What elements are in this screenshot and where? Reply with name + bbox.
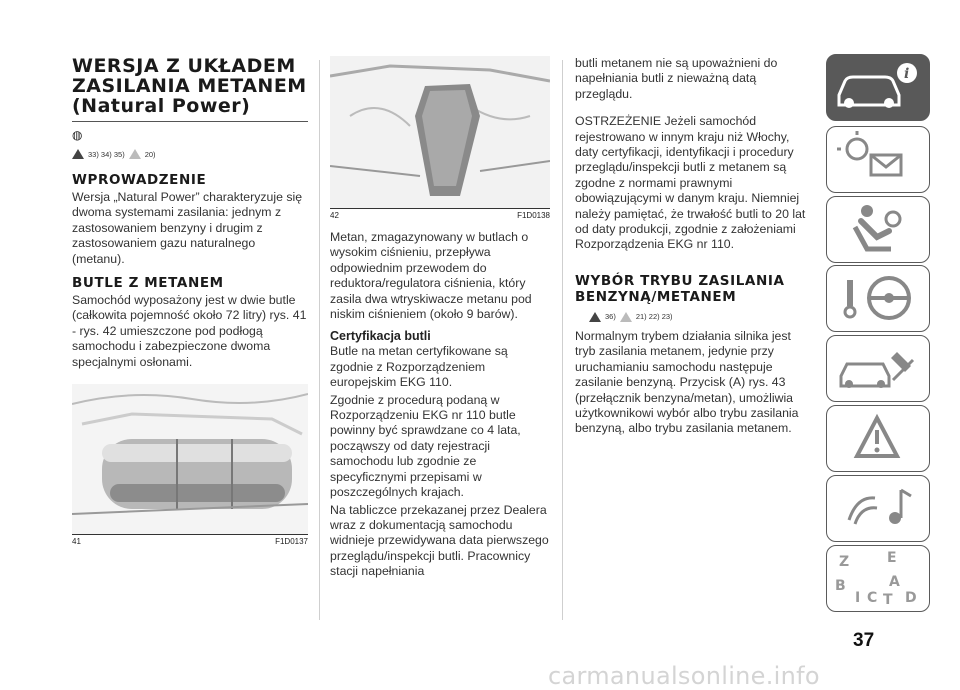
index-letters-icon[interactable]	[826, 545, 930, 612]
paragraph-cert-3: Na tabliczce przekazanej przez Dealera wraz z dokumentacją samochodu widnieje przewidywana data pierwszego przeglądu/inspekcji butli. Pracownicy stacji napełniania	[330, 502, 549, 579]
figure-41-caption	[72, 537, 308, 546]
title-rule	[72, 121, 308, 122]
svg-text:D: D	[905, 590, 917, 606]
caution-refs: 21) 22) 23)	[635, 312, 673, 322]
paragraph-metan: Metan, zmagazynowany w butlach o wysokim ciśnieniu, przepływa odpowiednim przewodem do reduktora/regulatora ciśnienia, który zasila dwa wtryskiwacze metanu pod niskim ciśnieniem (około 9 barów).	[330, 230, 532, 322]
caution-triangle-icon	[620, 312, 632, 322]
paragraph-cert-2: Zgodnie z procedurą podaną w Rozporządzeniu EKG nr 110 butle powinny być sprawdzane co 4 lata, począwszy od daty rejestracji samochodu lub zgodnie ze specyficznymi przepisami w poszczególnych krajach.	[330, 392, 521, 500]
caution-triangle-icon	[129, 149, 141, 159]
reference-markers	[72, 146, 308, 162]
caution-refs: 20)	[144, 149, 156, 159]
car-service-icon[interactable]	[826, 335, 930, 402]
airbag-seat-icon[interactable]	[826, 196, 930, 263]
paragraph-continuation: butli metanem nie są upoważnieni do napełniania butli z nieważną datą przeglądu.	[575, 56, 778, 101]
heading-wprowadzenie: WPROWADZENIE	[72, 172, 207, 188]
page-number: 37	[853, 630, 875, 651]
warning-triangle-icon	[72, 149, 84, 159]
svg-text:T: T	[883, 592, 893, 608]
figure-41-number: 41	[72, 537, 81, 547]
figure-41-image	[72, 384, 308, 534]
warning-lights-icon[interactable]	[826, 126, 930, 193]
figure-42-image	[330, 56, 550, 208]
svg-text:Z: Z	[839, 554, 850, 570]
paragraph-warning: OSTRZEŻENIE Jeżeli samochód rejestrowano w innym kraju niż Włochy, daty certyfikacji, identyfikacji i procedury przeglądu/inspekcji butli z metanem są zgodne z normami prawnymi obowiązującymi w danym kraju. Niemniej należy pamiętać, że trwałość butli to 20 lat od daty produkcji, zgodnie z założeniami Rozporządzenia EKG nr 110.	[575, 114, 806, 252]
car-info-icon[interactable]	[826, 54, 930, 121]
figure-42-number: 42	[330, 211, 339, 220]
left-column	[72, 0, 308, 546]
multimedia-icon[interactable]	[826, 475, 930, 542]
figure-41-code: F1D0137	[275, 537, 308, 547]
svg-text:C: C	[867, 590, 878, 606]
middle-column	[330, 0, 550, 582]
figure-42-code: F1D0138	[517, 211, 550, 220]
heading-wybor-trybu: WYBÓR TRYBU ZASILANIA BENZYNĄ/METANEM	[575, 272, 785, 305]
cng-badge-icon: ◍	[72, 128, 83, 142]
warning-refs: 33) 34) 35)	[88, 149, 125, 159]
warning-triangle-tab-icon[interactable]	[826, 405, 930, 472]
column-divider	[562, 60, 563, 620]
figure-42-caption	[330, 211, 550, 220]
svg-text:A: A	[889, 574, 900, 590]
reference-markers	[589, 309, 813, 325]
steering-wheel-icon[interactable]	[826, 265, 930, 332]
watermark: carmanualsonline.info	[548, 662, 820, 690]
heading-butle: BUTLE Z METANEM	[72, 275, 224, 292]
warning-refs: 36)	[605, 312, 616, 322]
svg-text:B: B	[835, 578, 846, 594]
svg-text:I: I	[855, 590, 861, 606]
right-column	[575, 0, 813, 439]
heading-certyfikacja: Certyfikacja butli	[330, 329, 431, 344]
figure-42-rule	[330, 208, 550, 209]
column-divider	[319, 60, 320, 620]
svg-text:E: E	[887, 550, 897, 566]
paragraph-mode: Normalnym trybem działania silnika jest tryb zasilania metanem, jedynie przy uruchamianiu samochodu następuje zasilanie benzyną. Przycisk (A) rys. 43 (przełącznik benzyna/metan), umożliwia użytkownikowi wybór albo trybu zasilania benzyną, albo trybu zasilania metanem.	[575, 328, 799, 436]
warning-triangle-icon	[589, 312, 601, 322]
section-title: WERSJA Z UKŁADEM ZASILANIA METANEM (Natural Power)	[72, 55, 307, 117]
paragraph-intro: Wersja „Natural Power” charakteryzuje się dwoma systemami zasilania: jednym z zastosowaniem benzyny i drugim z zastosowaniem gazu naturalnego (metanu).	[72, 190, 303, 266]
figure-41-rule	[72, 534, 308, 535]
paragraph-butle: Samochód wyposażony jest w dwie butle (całkowita pojemność około 72 litry) rys. 41 - rys. 42 umieszczone pod podłogą samochodu i zabezpieczone dwoma specjalnymi osłonami.	[72, 293, 307, 369]
paragraph-cert-1: Butle na metan certyfikowane są zgodnie z Rozporządzeniem europejskim EKG 110.	[330, 344, 508, 390]
svg-text:i: i	[904, 66, 910, 82]
